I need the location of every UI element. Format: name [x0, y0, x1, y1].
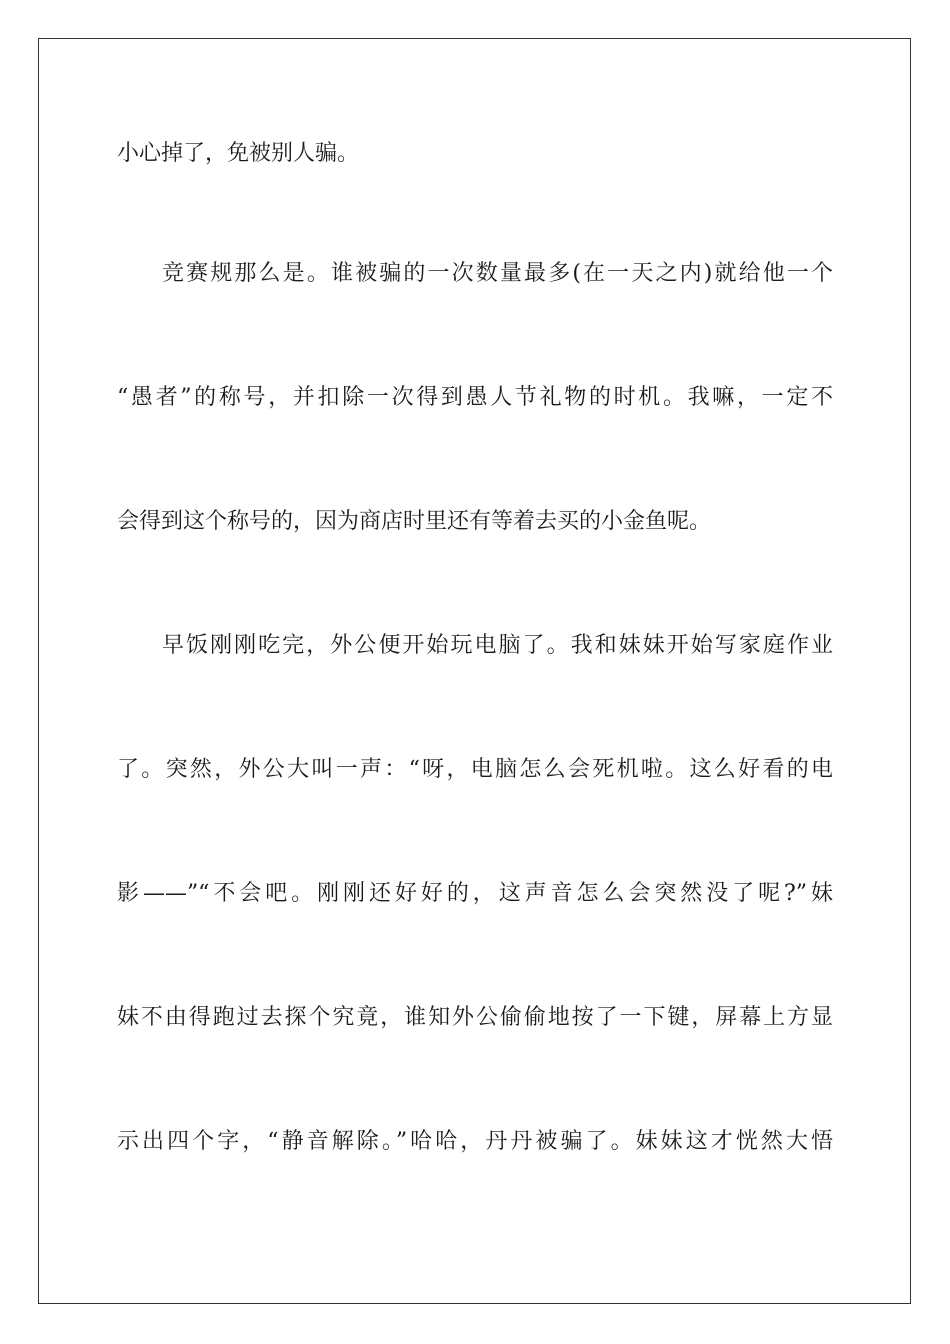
text-line-3: “愚者”的称号，并扣除一次得到愚人节礼物的时机。我嘛，一定不: [117, 385, 833, 410]
text-line-4: 会得到这个称号的，因为商店时里还有等着去买的小金鱼呢。: [117, 509, 712, 534]
page-border: [38, 38, 911, 1304]
text-line-8: 妹不由得跑过去探个究竟，谁知外公偷偷地按了一下键，屏幕上方显: [117, 1005, 833, 1030]
text-line-9: 示出四个字，“静音解除。”哈哈，丹丹被骗了。妹妹这才恍然大悟: [117, 1129, 833, 1154]
text-line-6: 了。突然，外公大叫一声：“呀，电脑怎么会死机啦。这么好看的电: [117, 757, 833, 782]
text-line-7: 影——”“不会吧。刚刚还好好的，这声音怎么会突然没了呢?”妹: [117, 881, 833, 906]
text-line-1: 小心掉了，免被别人骗。: [117, 141, 360, 166]
text-line-2: 竞赛规那么是。谁被骗的一次数量最多(在一天之内)就给他一个: [162, 261, 833, 286]
text-line-5: 早饭刚刚吃完，外公便开始玩电脑了。我和妹妹开始写家庭作业: [162, 633, 833, 658]
